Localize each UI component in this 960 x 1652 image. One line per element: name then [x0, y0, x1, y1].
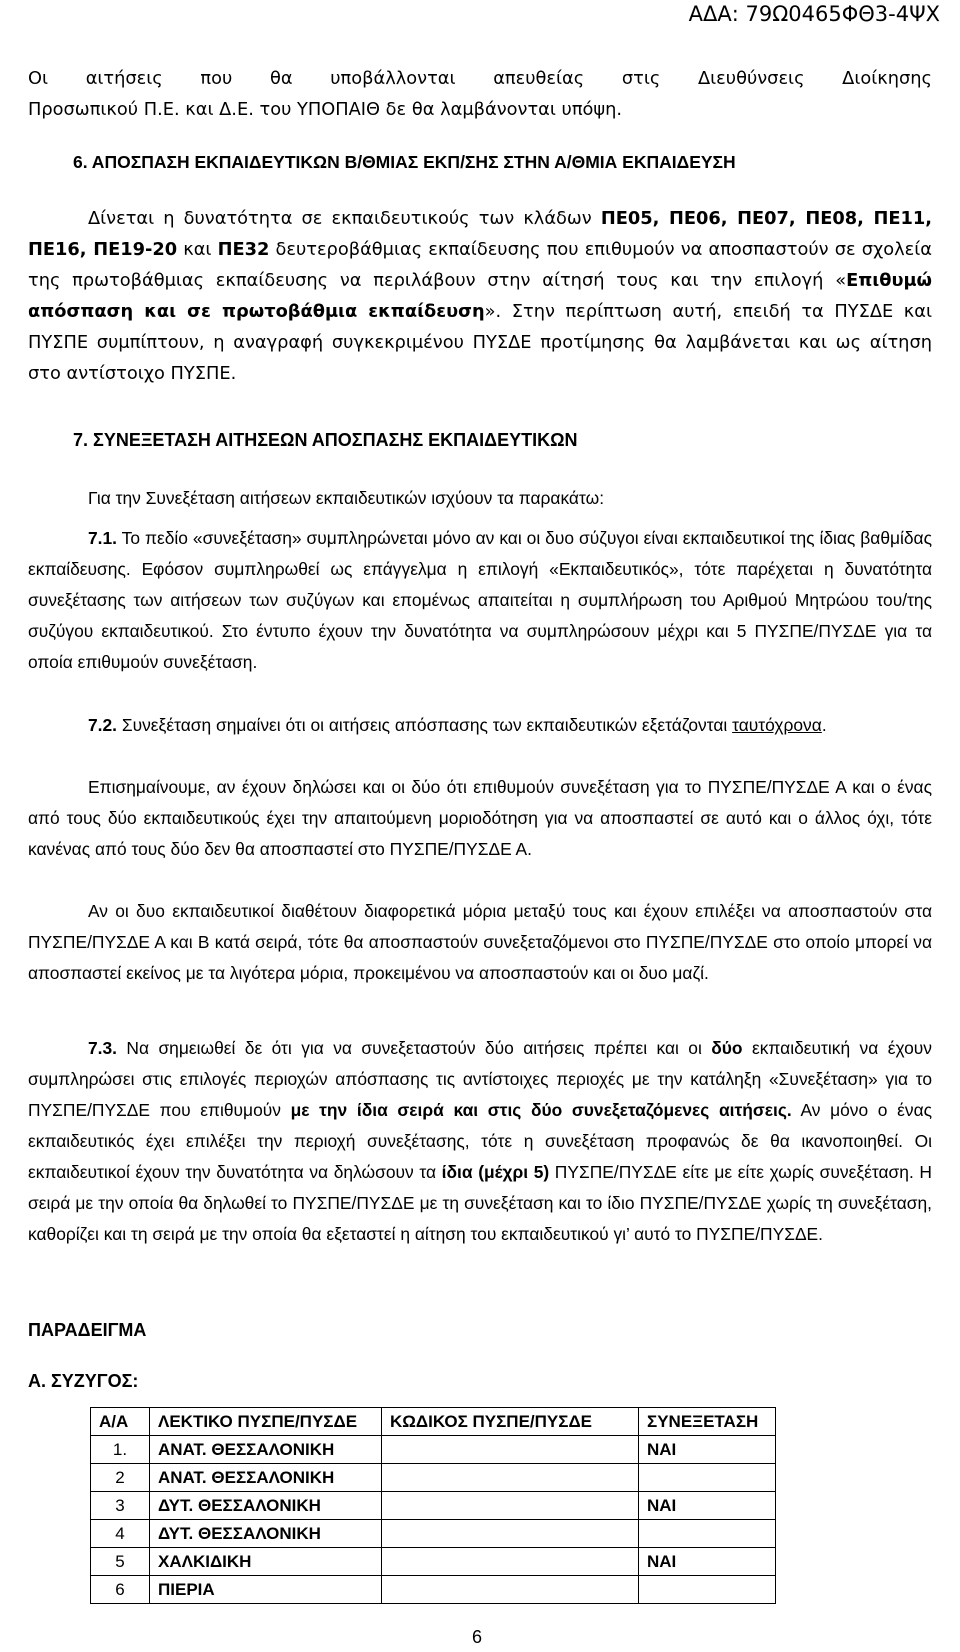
- cell-aa: 6: [91, 1576, 150, 1604]
- bold-text: δύο: [711, 1038, 743, 1058]
- intro-line-1: Οι αιτήσεις που θα υποβάλλονται απευθείας στις Διευθύνσεις Διοίκησης: [28, 68, 932, 89]
- cell-coexam: ΝΑΙ: [639, 1548, 776, 1576]
- cell-aa: 1.: [91, 1436, 150, 1464]
- paragraph-7-3: [28, 1033, 932, 1250]
- cell-coexam: [639, 1464, 776, 1492]
- header-aa: Α/Α: [91, 1408, 150, 1436]
- intro-paragraph: [28, 63, 932, 125]
- table-header-row: [91, 1408, 776, 1436]
- paragraph-number: 7.1.: [88, 528, 118, 548]
- table-row: [91, 1520, 776, 1548]
- cell-code: [382, 1520, 639, 1548]
- section-7-intro: Για την Συνεξέταση αιτήσεων εκπαιδευτικών ισχύουν τα παρακάτω:: [88, 488, 605, 508]
- cell-coexam: ΝΑΙ: [639, 1436, 776, 1464]
- cell-coexam: [639, 1520, 776, 1548]
- cell-name: ΑΝΑΤ. ΘΕΣΣΑΛΟΝΙΚΗ: [150, 1464, 382, 1492]
- cell-name: ΔΥΤ. ΘΕΣΣΑΛΟΝΙΚΗ: [150, 1492, 382, 1520]
- text: ΠΥΣΠΕ/ΠΥΣΔΕ είτε με είτε χωρίς συνεξέταση. Η σειρά με την οποία θα δηλωθεί το ΠΥΣΠΕ/ΠΥΣΔΕ με τη συνεξέταση και το ίδιο ΠΥΣΠΕ/ΠΥΣΔΕ χωρίς τη συνεξέταση, καθορίζει και τη σειρά με την οποία θα εξεταστεί η αίτηση του εκπαιδευτικού γι’ αυτό το ΠΥΣΠΕ/ΠΥΣΔΕ.: [28, 1162, 932, 1244]
- example-table: [90, 1407, 776, 1604]
- cell-coexam: ΝΑΙ: [639, 1492, 776, 1520]
- bold-text: ΠΕ05, ΠΕ06, ΠΕ07, ΠΕ08, ΠΕ11, ΠΕ16, ΠΕ19-20: [28, 208, 932, 260]
- text: Το πεδίο «συνεξέταση» συμπληρώνεται μόνο αν και οι δυο σύζυγοι είναι εκπαιδευτικοί της ίδιας βαθμίδας εκπαίδευσης. Εφόσον συμπληρωθεί ως επάγγελμα η επιλογή «Εκπαιδευτικός», τότε παρέχεται η δυνατότητα συνεξέτασης των αιτήσεων των συζύγων και επομένως απαιτείται η συμπλήρωση του Αριθμού Μητρώου του/της συζύγου εκπαιδευτικού. Στο έντυπο έχουν την δυνατότητα να συμπληρώσουν μέχρι και 5 ΠΥΣΠΕ/ΠΥΣΔΕ για τα οποία επιθυμούν συνεξέταση.: [28, 528, 932, 672]
- spouse-label: Α. ΣΥΖΥΓΟΣ:: [28, 1371, 139, 1391]
- header-code: ΚΩΔΙΚΟΣ ΠΥΣΠΕ/ΠΥΣΔΕ: [382, 1408, 639, 1436]
- table-row: [91, 1576, 776, 1604]
- text: δευτεροβάθμιας εκπαίδευσης που επιθυμούν να αποσπαστούν σε σχολεία της πρωτοβάθμιας εκπαίδευσης να περιλάβουν στην αίτησή τους και την επιλογή «: [28, 239, 932, 291]
- bold-text: Επιθυμώ απόσπαση και σε πρωτοβάθμια εκπαίδευση: [28, 270, 932, 322]
- text: ». Στην περίπτωση αυτή, επειδή τα ΠΥΣΔΕ και ΠΥΣΠΕ συμπίπτουν, η αναγραφή συγκεκριμένου ΠΥΣΔΕ προτίμησης θα λαμβάνεται και ως αίτηση στο αντίστοιχο ΠΥΣΠΕ.: [28, 301, 932, 384]
- bold-text: ίδια (μέχρι 5): [441, 1162, 550, 1182]
- section-6-heading: 6. ΑΠΟΣΠΑΣΗ ΕΚΠΑΙΔΕΥΤΙΚΩΝ Β/ΘΜΙΑΣ ΕΚΠ/ΣΗΣ ΣΤΗΝ Α/ΘΜΙΑ ΕΚΠΑΙΔΕΥΣΗ: [73, 152, 736, 172]
- cell-code: [382, 1464, 639, 1492]
- cell-name: ΠΙΕΡΙΑ: [150, 1576, 382, 1604]
- text: και: [177, 239, 218, 260]
- ada-code: ΑΔΑ: 79Ω0465ΦΘ3-4ΨΧ: [688, 2, 940, 26]
- cell-aa: 4: [91, 1520, 150, 1548]
- text: .: [821, 715, 827, 735]
- cell-code: [382, 1492, 639, 1520]
- section-6-paragraph: [28, 203, 932, 389]
- header-name: ΛΕΚΤΙΚΟ ΠΥΣΠΕ/ΠΥΣΔΕ: [150, 1408, 382, 1436]
- cell-aa: 3: [91, 1492, 150, 1520]
- intro-line-2: Προσωπικού Π.Ε. και Δ.Ε. του ΥΠΟΠΑΙΘ δε θα λαμβάνονται υπόψη.: [28, 99, 623, 120]
- cell-code: [382, 1436, 639, 1464]
- underlined-text: ταυτόχρονα: [732, 715, 822, 735]
- example-heading: ΠΑΡΑΔΕΙΓΜΑ: [28, 1320, 147, 1340]
- text: Συνεξέταση σημαίνει ότι οι αιτήσεις απόσπασης των εκπαιδευτικών εξετάζονται: [117, 715, 733, 735]
- cell-aa: 2: [91, 1464, 150, 1492]
- bold-text: ΠΕ32: [217, 239, 270, 260]
- paragraph-7-2-c: Αν οι δυο εκπαιδευτικοί διαθέτουν διαφορετικά μόρια μεταξύ τους και έχουν επιλέξει να αποσπαστούν στα ΠΥΣΠΕ/ΠΥΣΔΕ Α και Β κατά σειρά, τότε θα αποσπαστούν συνεξεταζόμενοι στο ΠΥΣΠΕ/ΠΥΣΔΕ στο οποίο μπορεί να αποσπαστεί εκείνος με τα λιγότερα μόρια, προκειμένου να αποσπαστούν και οι δυο μαζί.: [28, 901, 932, 983]
- table-row: [91, 1436, 776, 1464]
- text: Δίνεται η δυνατότητα σε εκπαιδευτικούς των κλάδων: [88, 208, 601, 229]
- cell-code: [382, 1576, 639, 1604]
- text: εκπαιδευτική να έχουν συμπληρώσει στις επιλογές περιοχών απόσπασης τις αντίστοιχες περιοχές με την κατάληξη «Συνεξέταση» για το ΠΥΣΠΕ/ΠΥΣΔΕ που επιθυμούν: [28, 1038, 932, 1120]
- cell-code: [382, 1548, 639, 1576]
- section-7-heading: 7. ΣΥΝΕΞΕΤΑΣΗ ΑΙΤΗΣΕΩΝ ΑΠΟΣΠΑΣΗΣ ΕΚΠΑΙΔΕΥΤΙΚΩΝ: [73, 430, 578, 450]
- text: Αν μόνο ο ένας εκπαιδευτικός έχει επιλέξει την περιοχή συνεξέτασης, τότε η συνεξέταση προφανώς δε θα ικανοποιηθεί. Οι εκπαιδευτικοί έχουν την δυνατότητα να δηλώσουν τα: [28, 1100, 933, 1182]
- text: Να σημειωθεί δε ότι για να συνεξεταστούν δύο αιτήσεις πρέπει και οι: [117, 1038, 712, 1058]
- table-row: [91, 1464, 776, 1492]
- paragraph-number: 7.2.: [88, 715, 118, 735]
- cell-name: ΑΝΑΤ. ΘΕΣΣΑΛΟΝΙΚΗ: [150, 1436, 382, 1464]
- table-row: [91, 1548, 776, 1576]
- table-row: [91, 1492, 776, 1520]
- bold-text: με την ίδια σειρά και στις δύο συνεξεταζόμενες αιτήσεις.: [290, 1100, 792, 1120]
- cell-name: ΔΥΤ. ΘΕΣΣΑΛΟΝΙΚΗ: [150, 1520, 382, 1548]
- paragraph-7-1: [28, 523, 932, 678]
- paragraph-7-2-b: Επισημαίνουμε, αν έχουν δηλώσει και οι δύο ότι επιθυμούν συνεξέταση για το ΠΥΣΠΕ/ΠΥΣΔΕ Α και ο ένας από τους δύο εκπαιδευτικούς έχει την απαιτούμενη μοριοδότηση για να αποσπαστεί σε αυτό και ο άλλος όχι, τότε κανένας από τους δύο δεν θα αποσπαστεί στο ΠΥΣΠΕ/ΠΥΣΔΕ Α.: [28, 777, 932, 859]
- header-coexam: ΣΥΝΕΞΕΤΑΣΗ: [639, 1408, 776, 1436]
- paragraph-7-2: [28, 710, 932, 741]
- cell-aa: 5: [91, 1548, 150, 1576]
- page-number: 6: [472, 1627, 483, 1647]
- cell-name: ΧΑΛΚΙΔΙΚΗ: [150, 1548, 382, 1576]
- paragraph-number: 7.3.: [88, 1038, 118, 1058]
- cell-coexam: [639, 1576, 776, 1604]
